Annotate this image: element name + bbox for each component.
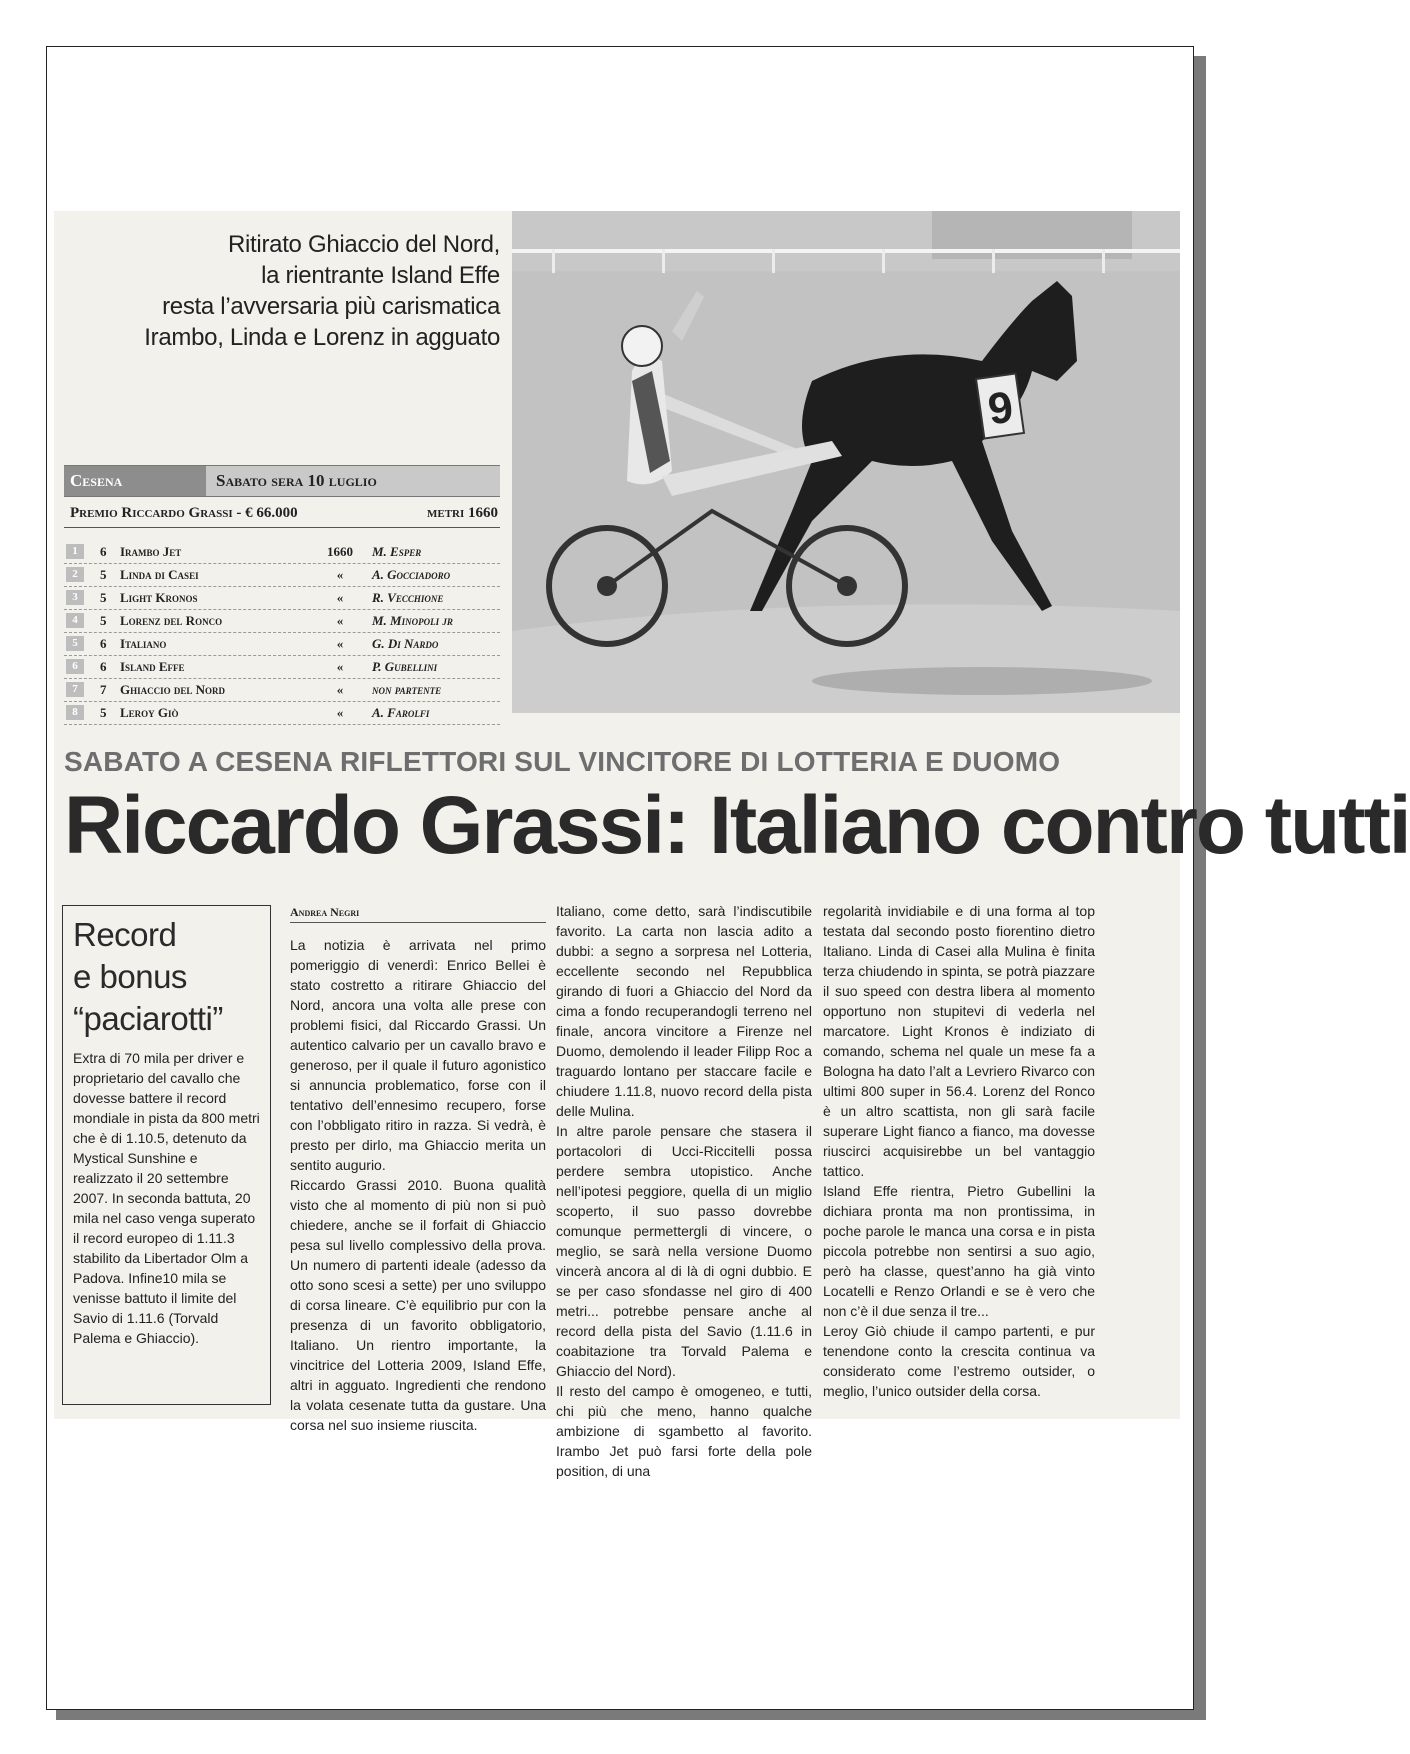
deck-line: la rientrante Island Effe — [261, 262, 500, 289]
entry-age: 6 — [100, 544, 107, 559]
entry-row — [64, 633, 500, 656]
paragraph: In altre parole pensare che stasera il portacolori di Ucci-Riccitelli possa perdere sembra utopistico. Anche nell’ipotesi peggiore, quella di un miglio scoperto, il suo passo dovrebbe comunque permettergli di vincere, o meglio, se sarà nella versione Duomo vincerà ancora al di là di ogni dubbio. E se per caso sfondasse nel giro di 400 metri... potrebbe pensare anche al record della pista del Savio (1.11.6 in coabitazione tra Torvald Palema e Ghiaccio del Nord). — [556, 1123, 812, 1379]
entry-distance: « — [336, 682, 344, 697]
paragraph: La notizia è arrivata nel primo pomeriggio di venerdì: Enrico Bellei è stato costretto a ritirare Ghiaccio del Nord, ancora una volta alle prese con problemi fisici, dal Riccardo Grassi. Un autentico calvario per un cavallo bravo e generoso, per il quale il futuro agonistico si annuncia problematico, forse con il tentativo dell’ennesimo recupero, forse con l’obbligato ritiro in razza. Si vedrà, è presto per dirlo, ma Ghiaccio merita un sentito augurio. — [290, 937, 546, 1173]
entry-distance: « — [336, 705, 344, 720]
entry-distance: « — [336, 613, 344, 628]
entry-horse: Island Effe — [120, 659, 185, 674]
entry-number: 1 — [66, 544, 84, 559]
entry-row — [64, 702, 500, 725]
article-column-3 — [823, 901, 1095, 1401]
entry-row — [64, 656, 500, 679]
entry-row — [64, 679, 500, 702]
race-date: Sabato sera 10 luglio — [216, 471, 377, 490]
newspaper-clipping — [54, 211, 1410, 1479]
saddle-cloth-number: 9 — [985, 382, 1017, 435]
entry-number: 2 — [66, 567, 84, 582]
entry-driver: R. Vecchione — [372, 590, 444, 605]
entry-number: 5 — [66, 636, 84, 651]
entry-driver: non partente — [372, 682, 442, 697]
entry-row — [64, 541, 500, 564]
sidebar-title-line: “paciarotti” — [73, 1000, 223, 1037]
sidebar-title-line: Record — [73, 916, 177, 953]
article-column-2 — [556, 901, 812, 1481]
race-prize: Premio Riccardo Grassi - € 66.000 — [70, 505, 298, 521]
subheadline-deck — [64, 229, 500, 353]
paragraph: Leroy Giò chiude il campo partenti, e pur tenendone conto la crescita continua va considerato come l’estremo outsider, o meglio, l’unico outsider della corsa. — [823, 1323, 1095, 1399]
deck-line: Ritirato Ghiaccio del Nord, — [227, 231, 500, 258]
entry-age: 5 — [100, 613, 107, 628]
race-distance: metri 1660 — [426, 505, 498, 521]
race-prize-row — [64, 501, 500, 528]
entry-horse: Italiano — [120, 636, 167, 651]
sidebar-title-line: e bonus — [73, 958, 187, 995]
entry-distance: « — [336, 567, 344, 582]
entry-horse: Leroy Giò — [120, 705, 179, 720]
entry-age: 5 — [100, 567, 107, 582]
entry-age: 7 — [100, 682, 107, 697]
paragraph: regolarità invidiabile e di una forma al top testata dal secondo posto fiorentino dietro Italiano. Linda di Casei alla Mulina è finita terza chiudendo in spinta, se potrà piazzare il suo speed con destra libera al momento opportuno non stupitevi di vederla nel marcatore. Light Kronos è indiziato di comando, schema nel quale un mese fa a Bologna ha dato l’alt a Levriero Rivarco con ultimi 800 super in 56.4. Lorenz del Ronco è un altro scattista, non gli sarà facile superare Light fianco a fianco, ma dovesse riuscirci acquisirebbe un bel vantaggio tattico. — [823, 903, 1095, 1179]
entry-number: 4 — [66, 613, 84, 628]
race-city: Cesena — [64, 466, 206, 496]
sidebar-box — [62, 905, 271, 1405]
race-header-bar — [64, 465, 500, 497]
deck-line: Irambo, Linda e Lorenz in agguato — [144, 324, 500, 351]
sidebar-title — [73, 914, 260, 1040]
entry-distance: « — [336, 659, 344, 674]
byline: Andrea Negri — [290, 905, 546, 923]
paragraph: Island Effe rientra, Pietro Gubellini la dichiara pronta ma non prontissima, in poche parole le manca una corsa e in pista piccola potrebbe non sentirsi a suo agio, però ha classe, quest’anno ha già vinto Locatelli e Renzo Orlandi e se è vero che non c’è il due senza il tre... — [823, 1183, 1095, 1319]
entry-age: 6 — [100, 659, 107, 674]
entry-distance: « — [336, 590, 344, 605]
harness-racing-illustration — [512, 211, 1180, 713]
entry-row — [64, 587, 500, 610]
entry-age: 5 — [100, 705, 107, 720]
paragraph: Riccardo Grassi 2010. Buona qualità visto che al momento di più non si può chiedere, anche se il forfait di Ghiaccio pesa sul livello complessivo della prova. Un numero di partenti ideale (adesso da otto sono scesi a sette) per uno sviluppo di corsa lineare. C’è equilibrio pur con la presenza di un favorito obbligatorio, Italiano. Un rientro importante, la vincitrice del Lotteria 2009, Island Effe, altri in agguato. Ingredienti che rendono la volata cesenate tutta da gustare. Una corsa nel suo insieme riuscita. — [290, 1177, 546, 1433]
main-headline: Riccardo Grassi: Italiano contro tutti — [64, 780, 1410, 871]
entry-horse: Ghiaccio del Nord — [120, 682, 226, 697]
entry-driver: A. Gocciadoro — [372, 567, 451, 582]
entry-row — [64, 564, 500, 587]
entry-number: 8 — [66, 705, 84, 720]
entry-driver: M. Esper — [372, 544, 422, 559]
entry-horse: Light Kronos — [120, 590, 198, 605]
entry-horse: Irambo Jet — [120, 544, 182, 559]
entry-horse: Lorenz del Ronco — [120, 613, 223, 628]
paragraph: Il resto del campo è omogeneo, e tutti, chi più che meno, hanno qualche ambizione di sgambetto al favorito. Irambo Jet può farsi forte della pole position, di una — [556, 1383, 812, 1479]
entry-number: 6 — [66, 659, 84, 674]
entry-distance: « — [336, 636, 344, 651]
entry-driver: M. Minopoli jr — [372, 613, 453, 628]
entry-age: 5 — [100, 590, 107, 605]
kicker-headline: SABATO A CESENA RIFLETTORI SUL VINCITORE DI LOTTERIA E DUOMO — [64, 746, 1061, 777]
deck-line: resta l’avversaria più carismatica — [162, 293, 500, 320]
entry-distance: 1660 — [327, 544, 353, 559]
entry-driver: G. Di Nardo — [372, 636, 439, 651]
entry-horse: Linda di Casei — [120, 567, 199, 582]
race-entries-table — [64, 541, 500, 725]
sidebar-text: Extra di 70 mila per driver e proprietario del cavallo che dovesse battere il record mondiale in pista da 800 metri che è di 1.10.5, detenuto da Mystical Sunshine e realizzato il 20 settembre 2007. In seconda battuta, 20 mila nel caso venga superato il record europeo di 1.11.3 stabilito da Libertador Olm a Padova. Infine10 mila se venisse battuto il limite del Savio di 1.11.6 (Torvald Palema e Ghiaccio). — [73, 1050, 260, 1346]
paragraph: Italiano, come detto, sarà l’indiscutibile favorito. La carta non lascia adito a dubbi: a segno a sorpresa nel Lotteria, eccellente secondo nel Repubblica girando di fuori a Ghiaccio del Nord da cima a fondo recuperandogli terreno nel finale, ancora vincitore a Firenze nel Duomo, demolendo il leader Filipp Roc a traguardo lontano per staccare facile e chiudere 1.11.8, nuovo record della pista delle Mulina. — [556, 903, 812, 1119]
entry-driver: P. Gubellini — [372, 659, 438, 674]
harness-racing-photo — [512, 211, 1180, 713]
article-column-1 — [290, 935, 546, 1435]
entry-driver: A. Farolfi — [372, 705, 430, 720]
entry-row — [64, 610, 500, 633]
entry-age: 6 — [100, 636, 107, 651]
entry-number: 7 — [66, 682, 84, 697]
entry-number: 3 — [66, 590, 84, 605]
